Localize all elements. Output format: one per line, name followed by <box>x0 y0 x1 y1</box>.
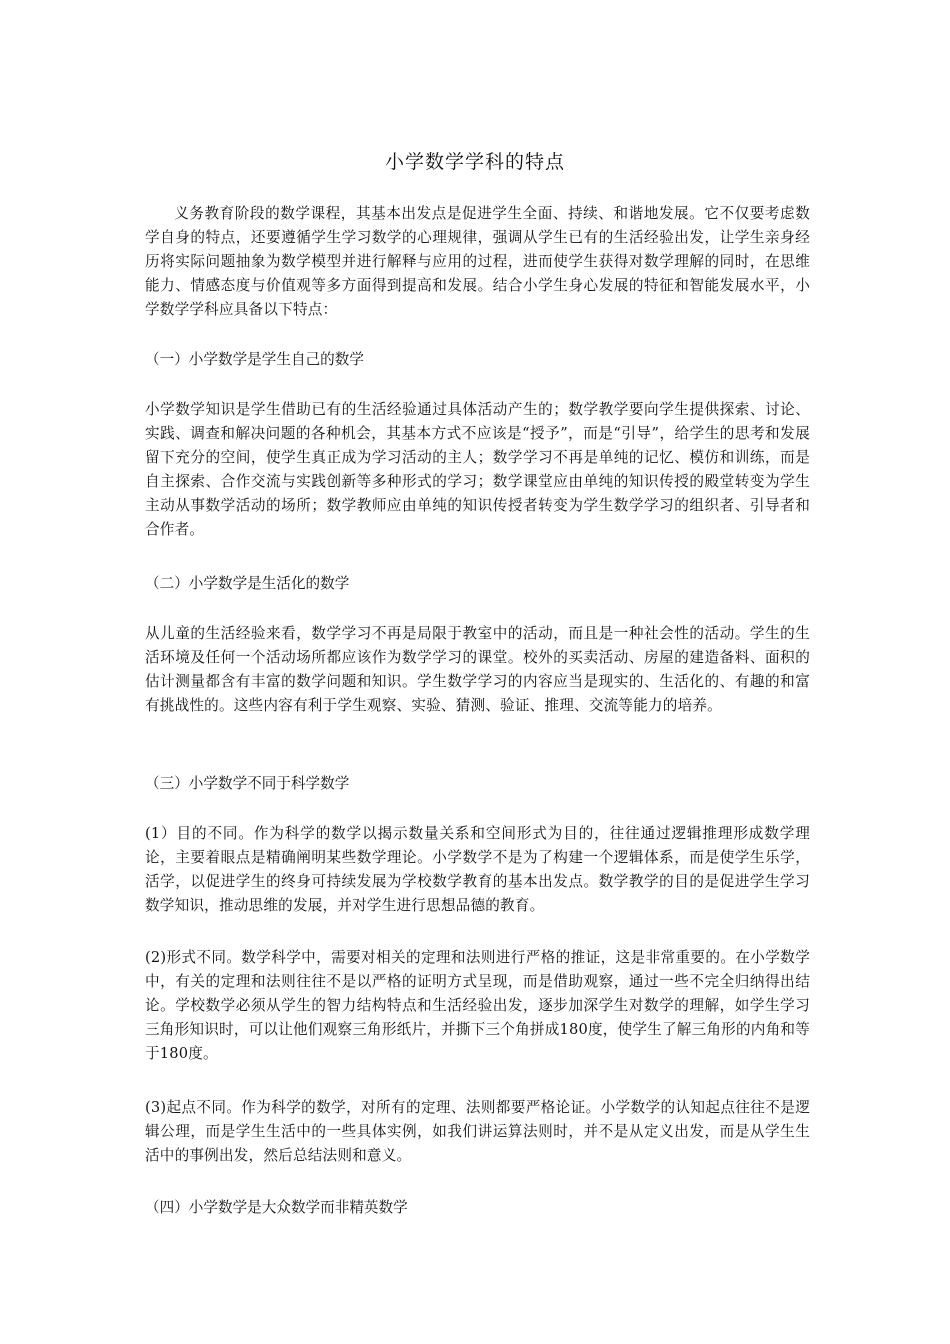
section-2-heading: （二）小学数学是生活化的数学 <box>145 575 350 592</box>
section-3-point-3: (3)起点不同。作为科学的数学，对所有的定理、法则都要严格论证。小学数学的认知起点往往不是逻辑公理，而是学生生活中的一些具体实例，如我们讲运算法则时，并不是从定义出发，而是从学生生活中的事例出发，然后总结法则和意义。 <box>145 1099 810 1164</box>
section-1-paragraph: 小学数学知识是学生借助已有的生活经验通过具体活动产生的；数学教学要向学生提供探索、讨论、实践、调查和解决问题的各种机会，其基本方式不应该是“授予”，而是“引导”，给学生的思考和发展留下充分的空间，使学生真正成为学习活动的主人；数学学习不再是单纯的记忆、模仿和训练，而是自主探索、合作交流与实践创新等多种形式的学习；数学课堂应由单纯的知识传授的殿堂转变为学生主动从事数学活动的场所；数学教师应由单纯的知识传授者转变为学生数学学习的组织者、引导者和合作者。 <box>145 401 810 538</box>
section-3-heading: （三）小学数学不同于科学数学 <box>145 775 350 792</box>
intro-paragraph: 义务教育阶段的数学课程，其基本出发点是促进学生全面、持续、和谐地发展。它不仅要考虑数学自身的特点，还要遵循学生学习数学的心理规律，强调从学生已有的生活经验出发，让学生亲身经历将实际问题抽象为数学模型并进行解释与应用的过程，进而使学生获得对数学理解的同时，在思维能力、情感态度与价值观等多方面得到提高和发展。结合小学生身心发展的特征和智能发展水平，小学数学学科应具备以下特点： <box>145 205 810 318</box>
section-3-point-2: (2)形式不同。数学科学中，需要对相关的定理和法则进行严格的推证，这是非常重要的。在小学数学中，有关的定理和法则往往不是以严格的证明方式呈现，而是借助观察，通过一些不完全归纳得出结论。学校数学必须从学生的智力结构特点和生活经验出发，逐步加深学生对数学的理解，如学生学习三角形知识时，可以让他们观察三角形纸片，并撕下三个角拼成180度，使学生了解三角形的内角和等于180度。 <box>145 949 810 1062</box>
section-4-heading: （四）小学数学是大众数学而非精英数学 <box>145 1199 408 1216</box>
section-2-paragraph: 从儿童的生活经验来看，数学学习不再是局限于教室中的活动，而且是一种社会性的活动。学生的生活环境及任何一个活动场所都应该作为数学学习的课堂。校外的买卖活动、房屋的建造备料、面积的估计测量都含有丰富的数学问题和知识。学生数学学习的内容应当是现实的、生活化的、有趣的和富有挑战性的。这些内容有利于学生观察、实验、猜测、验证、推理、交流等能力的培养。 <box>145 625 810 714</box>
section-3-point-1: (1）目的不同。作为科学的数学以揭示数量关系和空间形式为目的，往往通过逻辑推理形成数学理论，主要着眼点是精确阐明某些数学理论。小学数学不是为了构建一个逻辑体系，而是使学生乐学，活学，以促进学生的终身可持续发展为学校数学教育的基本出发点。数学教学的目的是促进学生学习数学知识，推动思维的发展，并对学生进行思想品德的教育。 <box>145 825 810 914</box>
document-title: 小学数学学科的特点 <box>384 151 565 173</box>
section-1-heading: （一）小学数学是学生自己的数学 <box>145 351 364 368</box>
